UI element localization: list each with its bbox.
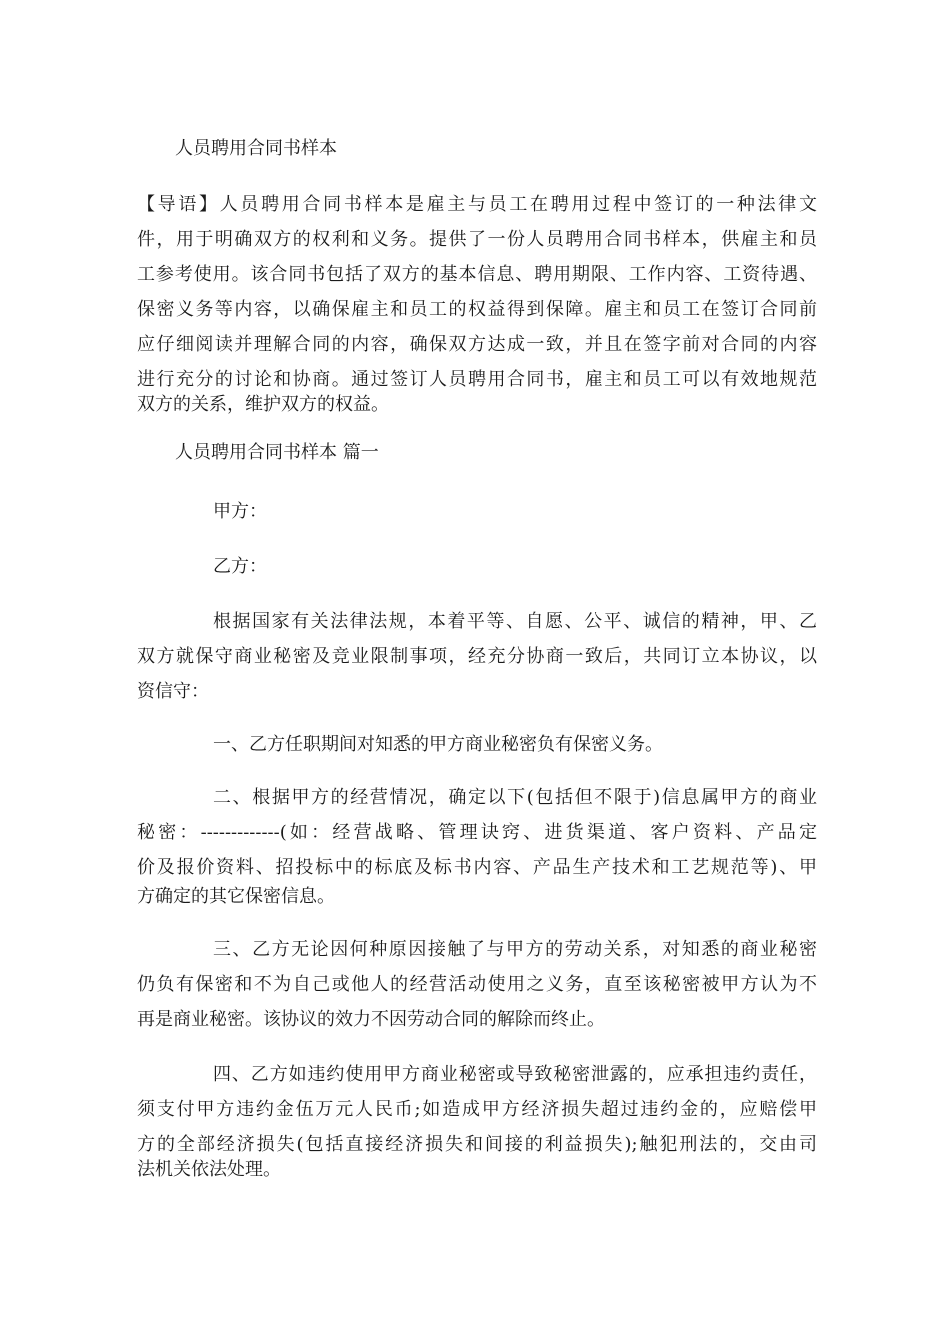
preamble-line-1: 根据国家有关法律法规，本着平等、自愿、公平、诚信的精神，甲、乙 bbox=[213, 611, 817, 632]
clause-4-line-3: 方的全部经济损失(包括直接经济损失和间接的利益损失);触犯刑法的，交由司 bbox=[137, 1134, 817, 1155]
intro-line-4: 保密义务等内容，以确保雇主和员工的权益得到保障。雇主和员工在签订合同前 bbox=[137, 299, 817, 320]
clause-3-line-3: 再是商业秘密。该协议的效力不因劳动合同的解除而终止。 bbox=[137, 1009, 605, 1030]
party-b-label: 乙方： bbox=[213, 556, 267, 577]
clause-2-line-3: 价及报价资料、招投标中的标底及标书内容、产品生产技术和工艺规范等)、甲 bbox=[137, 857, 817, 878]
clause-4-line-2: 须支付甲方违约金伍万元人民币;如造成甲方经济损失超过违约金的，应赔偿甲 bbox=[137, 1099, 817, 1120]
clause-3-line-1: 三、乙方无论因何种原因接触了与甲方的劳动关系，对知悉的商业秘密 bbox=[213, 939, 817, 960]
clause-2-line-1: 二、根据甲方的经营情况，确定以下(包括但不限于)信息属甲方的商业 bbox=[213, 787, 817, 808]
clause-4-line-4: 法机关依法处理。 bbox=[137, 1159, 281, 1180]
section-title: 人员聘用合同书样本 篇一 bbox=[175, 442, 379, 463]
clause-2-line-2: 秘密：-------------(如：经营战略、管理诀窍、进货渠道、客户资料、产品定 bbox=[137, 822, 817, 843]
clause-3-line-2: 仍负有保密和不为自己或他人的经营活动使用之义务，直至该秘密被甲方认为不 bbox=[137, 974, 817, 995]
clause-4-line-1: 四、乙方如违约使用甲方商业秘密或导致秘密泄露的，应承担违约责任， bbox=[213, 1064, 817, 1085]
clause-1-line-1: 一、乙方任职期间对知悉的甲方商业秘密负有保密义务。 bbox=[213, 734, 663, 755]
intro-line-1: 【导语】人员聘用合同书样本是雇主与员工在聘用过程中签订的一种法律文 bbox=[137, 194, 817, 215]
clause-2-line-4: 方确定的其它保密信息。 bbox=[137, 886, 335, 907]
party-a-label: 甲方： bbox=[213, 501, 267, 522]
preamble-line-3: 资信守： bbox=[137, 681, 209, 702]
intro-line-5: 应仔细阅读并理解合同的内容，确保双方达成一致，并且在签字前对合同的内容 bbox=[137, 334, 817, 355]
intro-line-7: 双方的关系，维护双方的权益。 bbox=[137, 394, 389, 415]
intro-line-3: 工参考使用。该合同书包括了双方的基本信息、聘用期限、工作内容、工资待遇、 bbox=[137, 264, 817, 285]
intro-line-6: 进行充分的讨论和协商。通过签订人员聘用合同书，雇主和员工可以有效地规范 bbox=[137, 369, 817, 390]
preamble-line-2: 双方就保守商业秘密及竞业限制事项，经充分协商一致后，共同订立本协议，以 bbox=[137, 646, 817, 667]
intro-line-2: 件，用于明确双方的权利和义务。提供了一份人员聘用合同书样本，供雇主和员 bbox=[137, 229, 817, 250]
document-title: 人员聘用合同书样本 bbox=[175, 138, 337, 159]
